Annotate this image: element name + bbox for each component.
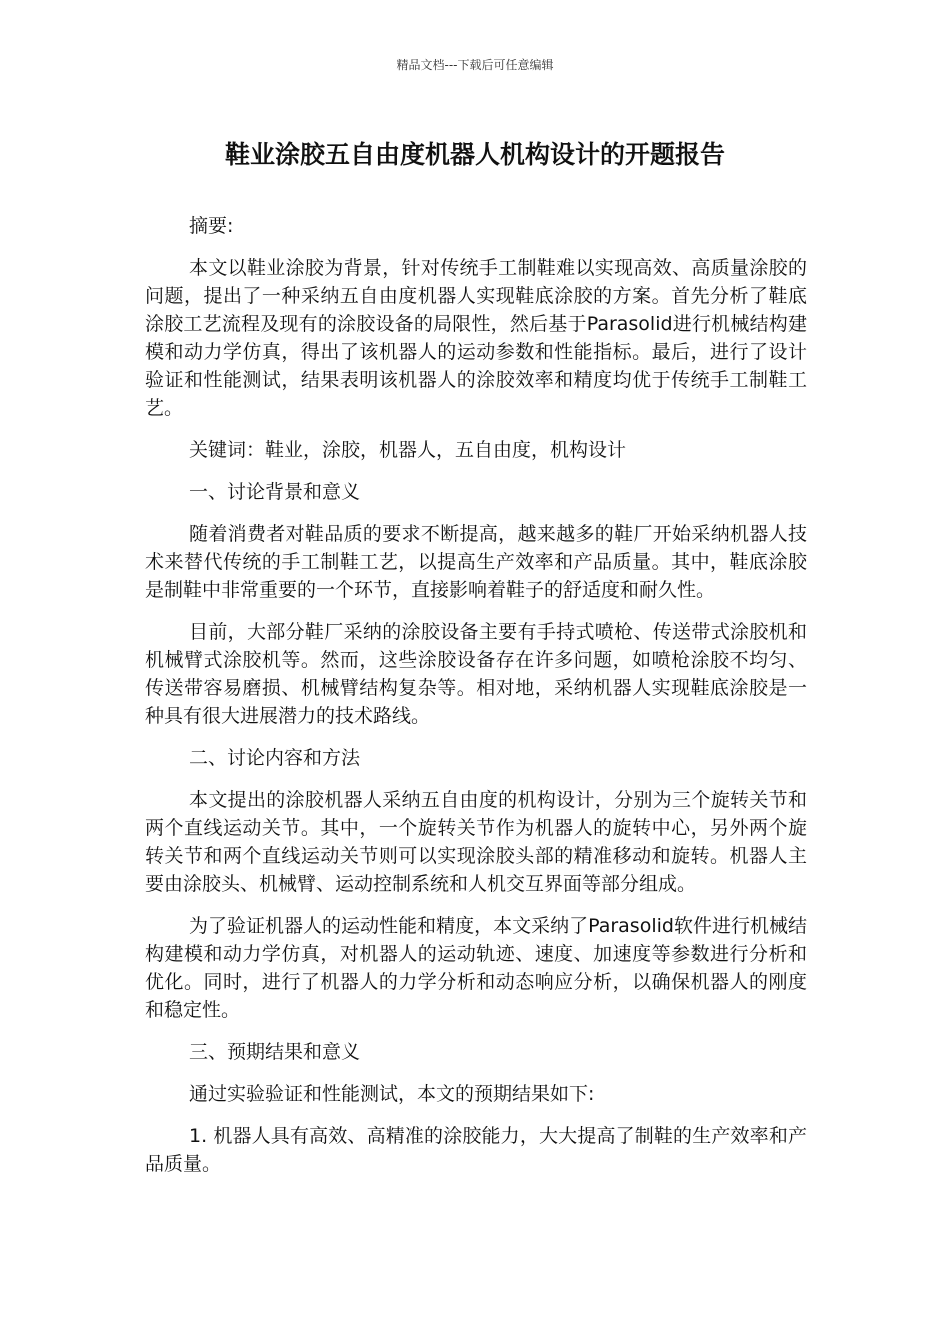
section-heading-background: 一、讨论背景和意义 [189,481,361,503]
section-heading-expected-results: 三、预期结果和意义 [189,1041,361,1063]
page-header: 精品文档---下载后可任意编辑 [396,58,554,72]
methods-paragraph-2: 为了验证机器人的运动性能和精度，本文采纳了Parasolid软件进行机械结构建模和动力学仿真，对机器人的运动轨迹、速度、加速度等参数进行分析和优化。同时，进行了机器人的力学分析和动态响应分析，以确保机器人的刚度和稳定性。 [145,915,807,1021]
methods-paragraph-1: 本文提出的涂胶机器人采纳五自由度的机构设计，分别为三个旋转关节和两个直线运动关节。其中，一个旋转关节作为机器人的旋转中心，另外两个旋转关节和两个直线运动关节则可以实现涂胶头部的精准移动和旋转。机器人主要由涂胶头、机械臂、运动控制系统和人机交互界面等部分组成。 [145,789,807,895]
section-heading-content-methods: 二、讨论内容和方法 [189,747,361,769]
background-paragraph-2: 目前，大部分鞋厂采纳的涂胶设备主要有手持式喷枪、传送带式涂胶机和机械臂式涂胶机等。然而，这些涂胶设备存在许多问题，如喷枪涂胶不均匀、传送带容易磨损、机械臂结构复杂等。相对地，采纳机器人实现鞋底涂胶是一种具有很大进展潜力的技术路线。 [145,621,807,727]
results-item-1: 1. 机器人具有高效、高精准的涂胶能力，大大提高了制鞋的生产效率和产品质量。 [145,1125,807,1175]
document-title: 鞋业涂胶五自由度机器人机构设计的开题报告 [224,140,725,169]
keywords-paragraph: 关键词：鞋业，涂胶，机器人，五自由度，机构设计 [189,439,627,461]
background-paragraph-1: 随着消费者对鞋品质的要求不断提高，越来越多的鞋厂开始采纳机器人技术来替代传统的手工制鞋工艺，以提高生产效率和产品质量。其中，鞋底涂胶是制鞋中非常重要的一个环节，直接影响着鞋子的舒适度和耐久性。 [145,523,807,601]
document-body [145,212,807,1192]
abstract-label: 摘要: [189,215,234,237]
abstract-paragraph: 本文以鞋业涂胶为背景，针对传统手工制鞋难以实现高效、高质量涂胶的问题，提出了一种采纳五自由度机器人实现鞋底涂胶的方案。首先分析了鞋底涂胶工艺流程及现有的涂胶设备的局限性，然后基于Parasolid进行机械结构建模和动力学仿真，得出了该机器人的运动参数和性能指标。最后，进行了设计验证和性能测试，结果表明该机器人的涂胶效率和精度均优于传统手工制鞋工艺。 [145,257,807,419]
results-intro-paragraph: 通过实验验证和性能测试，本文的预期结果如下: [189,1083,595,1105]
